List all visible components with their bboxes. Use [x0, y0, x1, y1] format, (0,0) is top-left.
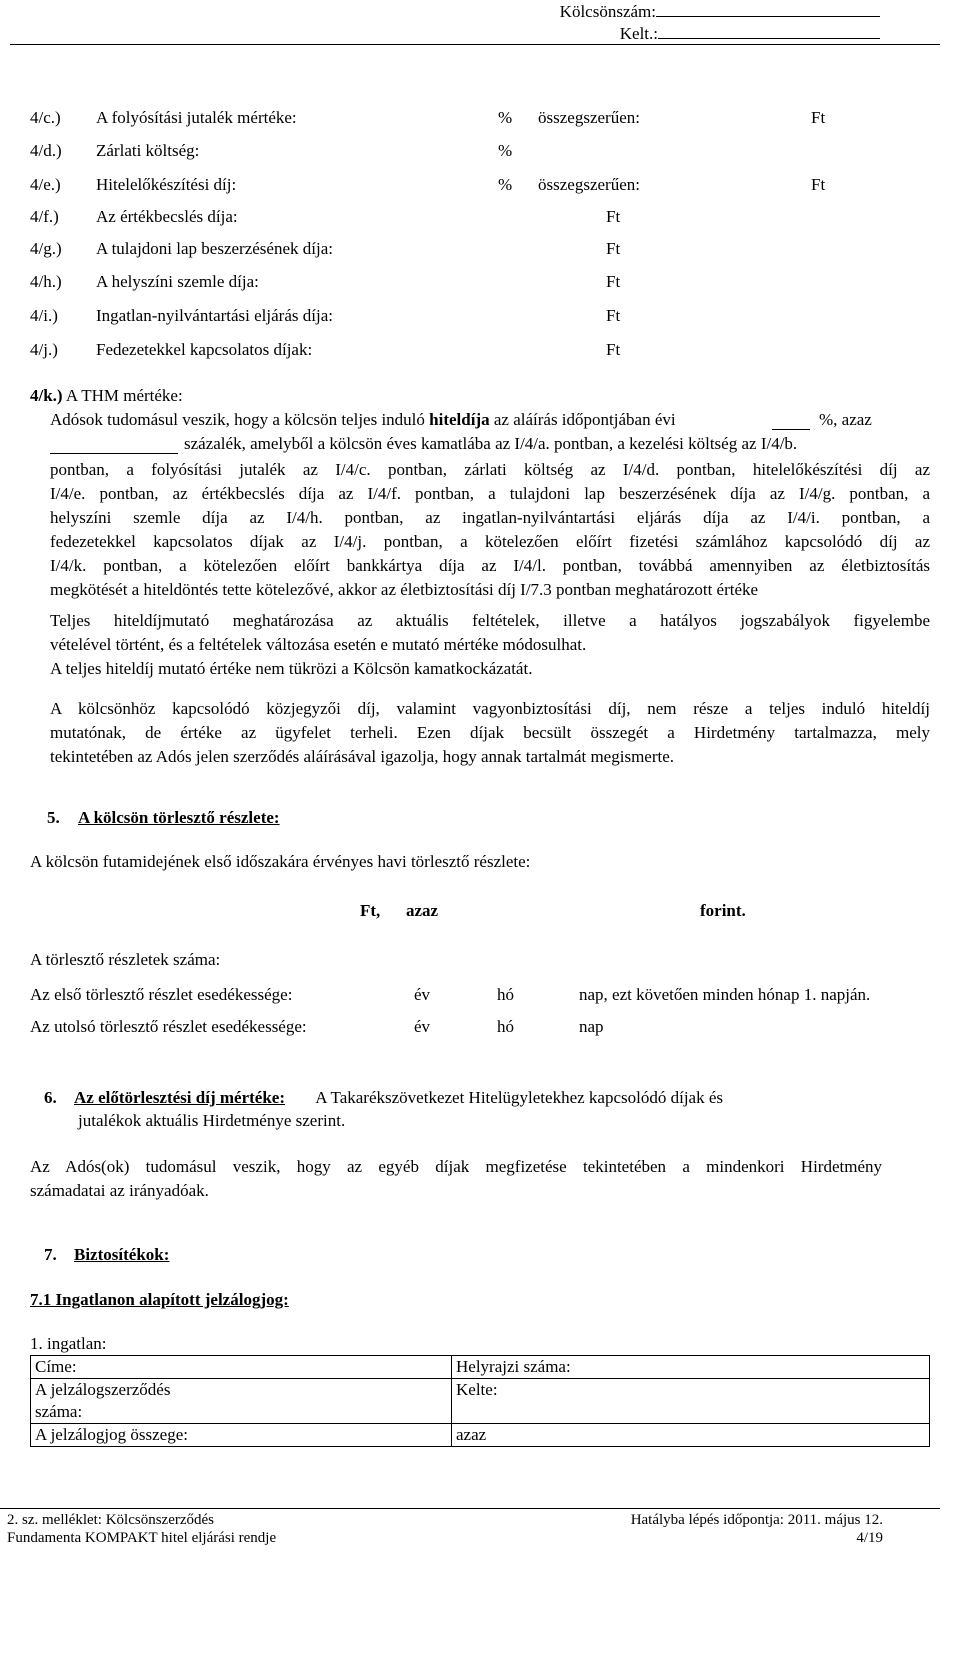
- loan-number-label: [560, 2, 880, 22]
- fee-code: 4/h.): [30, 272, 62, 291]
- first-installment-ev: év: [414, 985, 431, 1004]
- section6-number: 6.: [44, 1088, 57, 1107]
- section5-forint: forint.: [700, 901, 746, 920]
- section5-title: A kölcsön törlesztő részlete:: [78, 808, 280, 827]
- mortgage-azaz-cell: azaz: [452, 1424, 930, 1447]
- address-cell: Címe:: [31, 1356, 452, 1379]
- section5-azaz: azaz: [406, 901, 439, 920]
- thm-body-line: fedezetekkel kapcsolatos díjak az I/4/j. pontban, a kötelezően előírt fizetési számlához kapcsolódó díj az: [50, 532, 930, 551]
- thm-line1-d: %, azaz: [819, 410, 872, 429]
- fee-pct: %: [498, 175, 513, 194]
- section6-text2: jutalékok aktuális Hirdetménye szerint.: [78, 1111, 346, 1130]
- section5-ft: Ft,: [360, 901, 381, 920]
- fee-label: A tulajdoni lap beszerzésének díja:: [96, 239, 333, 258]
- fee-code: 4/c.): [30, 108, 61, 127]
- thm-body-line: pontban, a folyósítási jutalék az I/4/c. pontban, zárlati költség az I/4/d. pontban, hitelelőkészítési díj az: [50, 460, 930, 479]
- thm-line2: százalék, amelyből a kölcsön éves kamatlába az I/4/a. pontban, a kezelési költség az I/4/b.: [184, 434, 798, 453]
- thm-body: [50, 458, 930, 602]
- fee-ft: Ft: [606, 272, 621, 291]
- lot-cell: Helyrajzi száma:: [452, 1356, 930, 1379]
- date-blank[interactable]: [658, 38, 880, 39]
- section5-heading: [47, 808, 280, 828]
- fee-label: Hitelelőkészítési díj:: [96, 175, 237, 194]
- section6-title: Az előtörlesztési díj mértéke:: [74, 1088, 285, 1107]
- section5-number: 5.: [47, 808, 60, 827]
- fee-code: 4/e.): [30, 175, 61, 194]
- first-installment-label: Az első törlesztő részlet esedékessége:: [30, 985, 293, 1004]
- installment-count-label: A törlesztő részletek száma:: [30, 950, 221, 969]
- section7-number: 7.: [44, 1245, 57, 1264]
- table-row: [31, 1379, 930, 1424]
- thm-body-line: megkötését a hiteldöntés tette kötelezővé, akkor az életbiztosítási díj I/7.3 pontban meghatározott értéke: [50, 580, 759, 599]
- thm-line1-c: az aláírás időpontjában évi: [489, 410, 676, 429]
- table-row: [31, 1424, 930, 1447]
- paragraph-line: vételével történt, és a feltételek változása esetén e mutató mértéke módosulhat.: [50, 635, 587, 654]
- thm-azaz-blank[interactable]: [50, 434, 178, 454]
- fee-pct: %: [498, 108, 513, 127]
- fee-code: 4/i.): [30, 306, 58, 325]
- fee-lump: összegszerűen:: [538, 175, 640, 194]
- thm-line1-bold: hiteldíja: [429, 410, 490, 429]
- fee-label: Zárlati költség:: [96, 141, 200, 160]
- first-installment-ho: hó: [497, 985, 514, 1004]
- fee-code: 4/j.): [30, 340, 58, 359]
- footer-left-1: 2. sz. melléklet: Kölcsönszerződés: [7, 1512, 215, 1528]
- section7-title: Biztosítékok:: [74, 1245, 170, 1264]
- thm-body-line: I/4/k. pontban, a kötelezően előírt bankkártya díja az I/4/l. pontban, továbbá amennyiben az életbiztosítás: [50, 556, 930, 575]
- fee-ft: Ft: [606, 306, 621, 325]
- last-installment-ev: év: [414, 1017, 431, 1036]
- paragraph-line: Teljes hiteldíjmutató meghatározása az aktuális feltételek, illetve a hatályos jogszabályok figyelembe: [50, 611, 930, 630]
- section6-heading: [44, 1088, 723, 1108]
- date-text: Kelt.:: [619, 24, 658, 43]
- fee-ft: Ft: [606, 207, 621, 226]
- footer-rule: [0, 1508, 940, 1509]
- contract-number-line: A jelzálogszerződés: [35, 1380, 171, 1399]
- date-label: [620, 24, 880, 44]
- section7-heading: [44, 1245, 169, 1265]
- mortgage-table: [30, 1355, 930, 1447]
- last-installment-label: Az utolsó törlesztő részlet esedékessége:: [30, 1017, 307, 1036]
- thm-indicator-paragraph: [50, 609, 930, 681]
- paragraph-line: mutatónak, de értéke az ügyfelet terheli. Ezen díjak becsült összegét a Hirdetmény tartalmazza, mely: [50, 723, 930, 742]
- last-installment-nap: nap: [579, 1017, 604, 1036]
- last-installment-ho: hó: [497, 1017, 514, 1036]
- first-installment-nap: nap, ezt követően minden hónap 1. napján.: [579, 985, 871, 1004]
- paragraph-line: A kölcsönhöz kapcsolódó közjegyzői díj, valamint vagyonbiztosítási díj, nem része a teljes induló hiteldíj: [50, 699, 930, 718]
- table-row: [31, 1356, 930, 1379]
- fee-label: Fedezetekkel kapcsolatos díjak:: [96, 340, 313, 359]
- fee-ft: Ft: [606, 340, 621, 359]
- fee-label: A folyósítási jutalék mértéke:: [96, 108, 297, 127]
- property-label: 1. ingatlan:: [30, 1334, 107, 1353]
- thm-line1: [50, 410, 676, 430]
- paragraph-line: tekintetében az Adós jelen szerződés aláírásával igazolja, hogy annak tartalmát megismerte.: [50, 747, 675, 766]
- thm-code: 4/k.): [30, 386, 63, 405]
- notary-paragraph: [50, 697, 930, 769]
- fee-code: 4/f.): [30, 207, 59, 226]
- paragraph-line: Az Adós(ok) tudomásul veszik, hogy az egyéb díjak megfizetése tekintetében a mindenkori Hirdetmény: [30, 1157, 882, 1176]
- mortgage-amount-cell: A jelzálogjog összege:: [31, 1424, 452, 1447]
- section5-line1: A kölcsön futamidejének első időszakára érvényes havi törlesztő részlete:: [30, 852, 531, 871]
- contract-number-line: száma:: [35, 1402, 83, 1421]
- fee-ft: Ft: [606, 239, 621, 258]
- footer-left-2: Fundamenta KOMPAKT hitel eljárási rendje: [7, 1530, 277, 1546]
- contract-number-cell: [31, 1379, 452, 1424]
- fee-label: Ingatlan-nyilvántartási eljárás díja:: [96, 306, 333, 325]
- thm-pct-blank[interactable]: [772, 410, 810, 430]
- paragraph-line: A teljes hiteldíj mutató értéke nem tükrözi a Kölcsön kamatkockázatát.: [50, 659, 533, 678]
- thm-body-line: I/4/e. pontban, az értékbecslés díja az I/4/f. pontban, a tulajdoni lap beszerzésének díja az I/4/g. pontban, a: [50, 484, 930, 503]
- section6-text: A Takarékszövetkezet Hitelügyletekhez kapcsolódó díjak és: [315, 1088, 724, 1107]
- fee-label: A helyszíni szemle díja:: [96, 272, 259, 291]
- fee-ft: Ft: [811, 175, 826, 194]
- thm-title: A THM mértéke:: [65, 386, 183, 405]
- paragraph-line: számadatai az irányadóak.: [30, 1181, 209, 1200]
- thm-heading: [30, 386, 183, 406]
- contract-date-cell: Kelte:: [452, 1379, 930, 1424]
- loan-number-blank[interactable]: [656, 16, 880, 17]
- footer-right-2: 4/19: [856, 1530, 883, 1546]
- section6-paragraph: [30, 1155, 882, 1203]
- fee-code: 4/g.): [30, 239, 62, 258]
- header-rule: [10, 44, 940, 45]
- fee-ft: Ft: [811, 108, 826, 127]
- fee-pct: %: [498, 141, 513, 160]
- fee-label: Az értékbecslés díja:: [96, 207, 238, 226]
- fee-code: 4/d.): [30, 141, 62, 160]
- thm-body-line: helyszíni szemle díja az I/4/h. pontban, az ingatlan-nyilvántartási eljárás díja az I/4/i. pontban, a: [50, 508, 930, 527]
- loan-number-text: Kölcsönszám:: [559, 2, 656, 21]
- fee-lump: összegszerűen:: [538, 108, 640, 127]
- footer-right-1: Hatályba lépés időpontja: 2011. május 12.: [630, 1512, 883, 1528]
- section7-subtitle: 7.1 Ingatlanon alapított jelzálogjog:: [30, 1290, 289, 1309]
- thm-line1-a: Adósok tudomásul veszik, hogy a kölcsön teljes induló: [50, 410, 430, 429]
